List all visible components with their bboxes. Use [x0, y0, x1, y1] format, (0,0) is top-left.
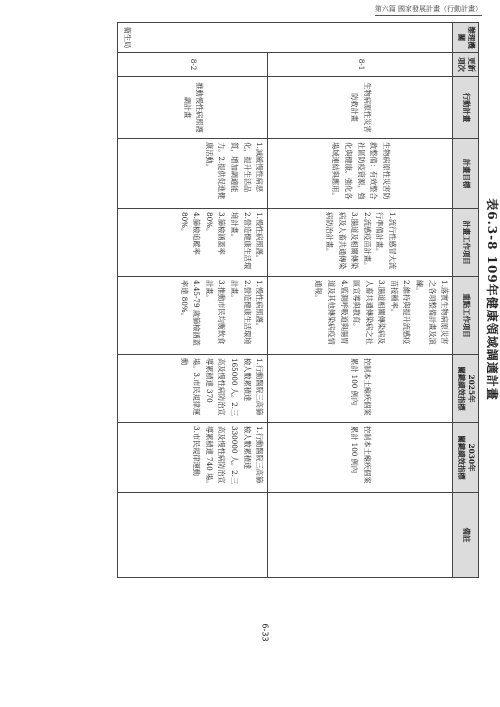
work-item: 2.營造健康生活環境計畫。 [230, 212, 252, 270]
kpi-2025: 1.行動醫院三高篩檢人數累積達 165000 人。2.三高及慢性病防治宣導累積達 370 場。3.市民規律運動 [118, 355, 268, 423]
key-item: 1.慢性病照護。 [255, 280, 265, 330]
key-items [118, 277, 268, 355]
header-note: 備註 [453, 493, 479, 578]
work-items [268, 209, 453, 277]
item-no: 8-2 [118, 53, 268, 77]
health-adaptation-table [117, 22, 479, 578]
table-title: 表6.3-8 109年健康領域調適計畫 [485, 198, 499, 401]
key-item: 3.推動市民均衡飲食計畫。 [204, 280, 227, 345]
kpi-2025: 控制本土瘧疾個案累計 100 例內 [268, 355, 453, 423]
rotated-table-page [87, 22, 499, 577]
header-item-no: 更新項次 [453, 53, 479, 77]
work-item: 1.慢性病照護。 [255, 212, 265, 262]
work-item: 4.篩檢追蹤率80%。 [179, 212, 202, 255]
table-row [268, 23, 453, 578]
header-agency: 辦理機關 [453, 23, 479, 53]
kpi-2030: 控制本土瘧疾個案累計 100 例內 [268, 423, 453, 493]
header-work-items: 計畫工作項目 [453, 209, 479, 277]
key-item: 4.監測呼吸道與腸胃道及其他傳染病疫情通報。 [314, 280, 349, 345]
work-item: 1.流行性感冒大流行準備計畫。 [375, 212, 398, 270]
header-key-items: 重點工作項目 [453, 277, 479, 355]
note-cell [118, 493, 268, 578]
key-item: 1.落實生物病原災害之各項整備計畫及演練。 [415, 280, 450, 345]
action-plan: 生物病原性災害防救計畫 [268, 77, 453, 139]
key-item: 3.腸道相關傳染病及人畜共通傳染病之社區宣導與教育。 [352, 280, 387, 345]
agency-cell: 衛生局 [118, 23, 453, 53]
header-kpi-2025: 2025年 關鍵績效指標 [453, 355, 479, 423]
key-item: 2.維持與提升流感疫苗接種率。 [389, 280, 412, 345]
key-items [268, 277, 453, 355]
header-action-plan: 行動計畫 [453, 77, 479, 139]
kpi-2030: 1.行動醫院三高篩檢人數累積達 330000 人。2.三高及慢性病防治宣導累積達 740 場。3.市民規律運動 [118, 423, 268, 493]
item-no: 8-1 [268, 53, 453, 77]
work-item: 3.腸道及相關傳染病及人畜共通傳染病防治計畫。 [325, 212, 360, 270]
header-plan-goal: 計畫目標 [453, 139, 479, 209]
header-row [453, 23, 479, 578]
work-items [118, 209, 268, 277]
key-item: 2.營造健康生活環境計畫。 [230, 280, 252, 345]
header-kpi-2030: 2030年 關鍵績效指標 [453, 423, 479, 493]
note-cell [268, 493, 453, 578]
page-number: 6-33 [260, 623, 270, 642]
table-row [118, 23, 268, 578]
action-plan: 推動慢性病照護調計畫 [118, 77, 268, 139]
plan-goal: 生物病原性災害防救整備：有效整合社區防疫資源，強化與健康、強化各場域連結與應用。 [268, 139, 453, 209]
key-item: 4.45-79 歲篩檢涵蓋率達 80%。 [179, 280, 202, 346]
plan-goal: 1.減緩慢性病惡化，提升生活品質，增加調適能力。2.提供促進健康活動。 [118, 139, 268, 209]
work-item: 2.流感疫苗計畫。 [362, 212, 372, 270]
work-item: 3.篩檢涵蓋率80%。 [204, 212, 227, 255]
running-header: 第六篇 國家發展計畫（行動計畫） [375, 4, 482, 16]
